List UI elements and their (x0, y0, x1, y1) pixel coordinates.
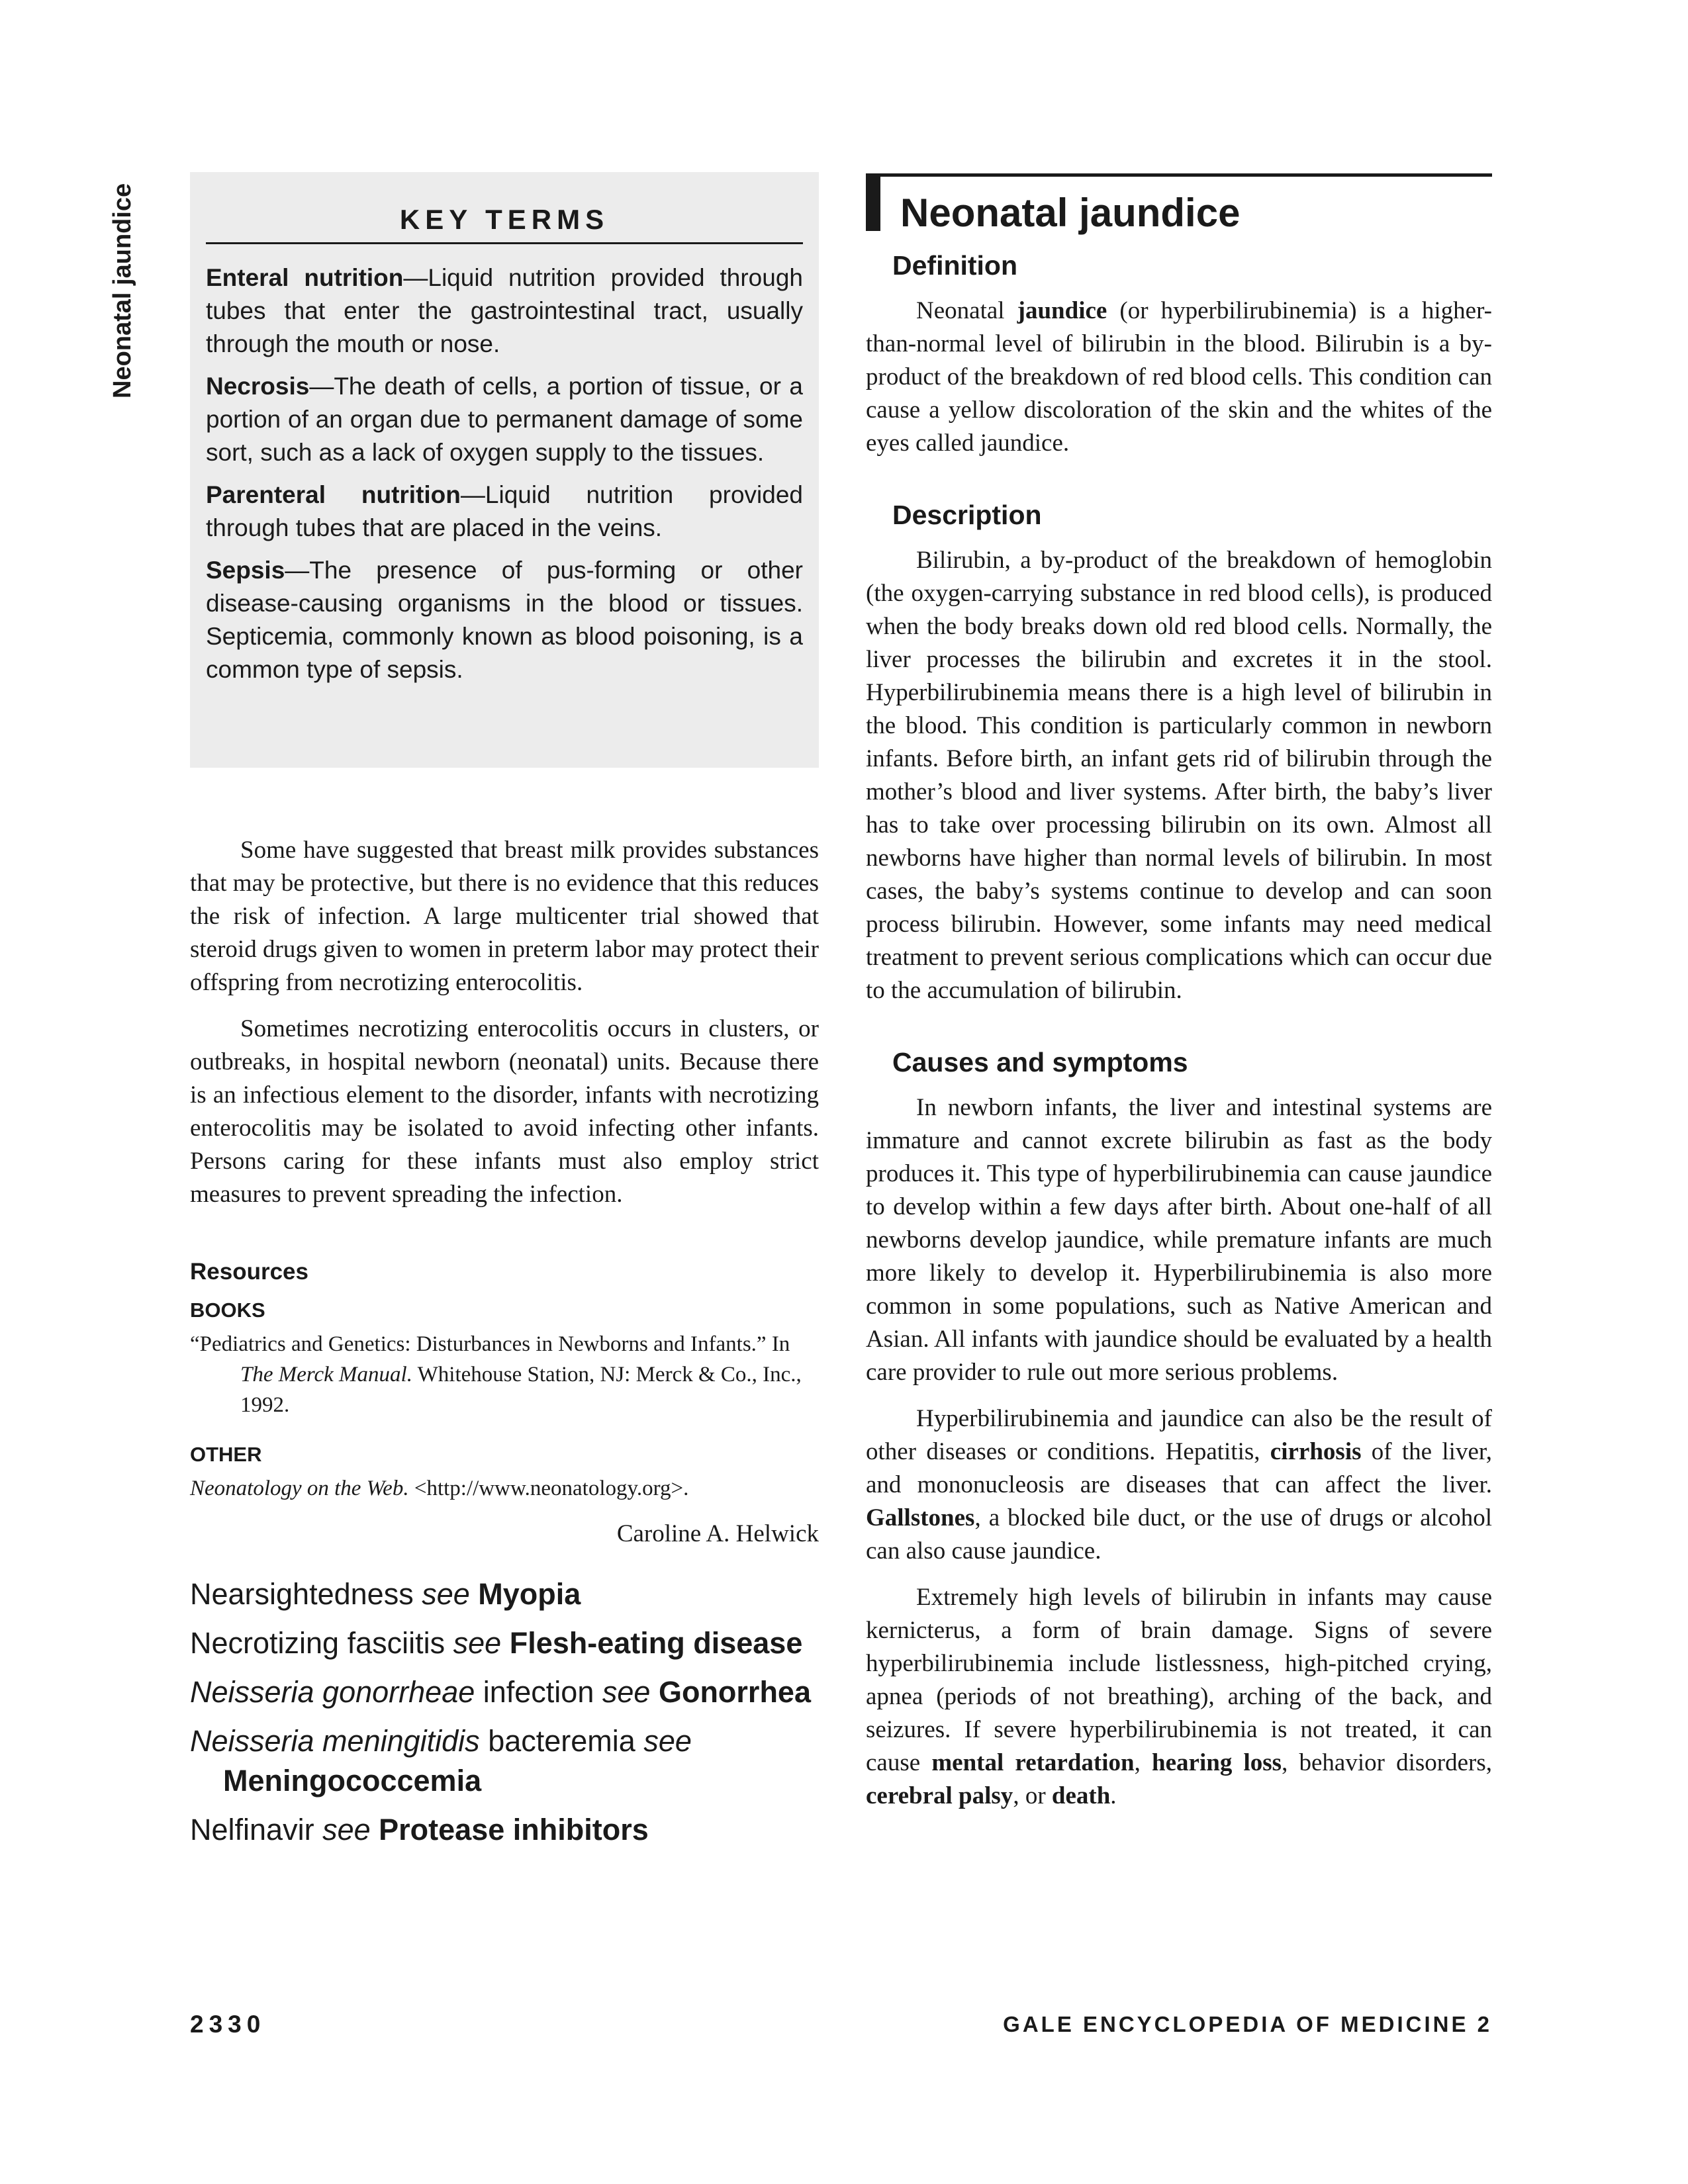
causes-paragraph-1: In newborn infants, the liver and intestinal systems are immature and cannot excrete bilirubin as fast as the body produces it. This type of hyperbilirubinemia can cause jaundice to develop within a few days after birth. About one-half of all newborns develop jaundice, while premature infants are much more likely to develop it. Hyperbilirubinemia is also more common in some populations, such as Native American and Asian. All infants with jaundice should be evaluated by a health care provider to rule out more serious problems. (866, 1094, 1492, 1386)
xref-target: Myopia (478, 1577, 581, 1611)
bold-term: jaundice (1017, 297, 1107, 324)
cross-ref-protease (190, 1810, 819, 1850)
left-paragraph-2: Sometimes necrotizing enterocolitis occurs in clusters, or outbreaks, in hospital newborn (neonatal) units. Because there is an infectious element to the disorder, infants with necrotizing enterocolitis may be isolated to avoid infecting other infants. Persons caring for these infants must also employ strict measures to prevent spreading the infection. (190, 1015, 819, 1208)
running-head (109, 173, 138, 398)
text: of the liver, and mononucleosis are diseases that can affect the liver. (866, 1438, 1492, 1498)
xref-see: see (643, 1724, 692, 1758)
right-column (866, 173, 1492, 1826)
xref-see: see (602, 1675, 651, 1709)
left-column (190, 172, 819, 1859)
term: Enteral nutrition (206, 264, 404, 291)
description-paragraph: Bilirubin, a by-product of the breakdown of hemoglobin (the oxygen-carrying substance in red blood cells), is produced when the body breaks down old red blood cells. Normally, the liver processes the bilirubin and excretes it in the stool. Hyperbilirubinemia means there is a high level of bilirubin in the blood. This condition is particularly common in newborn infants. Before birth, an infant gets rid of bilirubin through the mother’s blood and liver systems. After birth, the baby’s liver has to take over processing bilirubin on its own. Almost all newborns have higher than normal levels of bilirubin. In most cases, the baby’s systems continue to develop and can soon process bilirubin. However, some infants may need medical treatment to prevent serious complications which can occur due to the accumulation of bilirubin. (866, 547, 1492, 1004)
books-label: BOOKS (190, 1298, 265, 1322)
definition: —Liquid nutrition provided through tubes that are placed in the veins. (206, 481, 803, 541)
bold-term: hearing loss (1152, 1749, 1282, 1776)
xref-target: Meningococcemia (223, 1764, 482, 1797)
xref-term: Nelfinavir (190, 1813, 323, 1846)
bold-term: cirrhosis (1270, 1438, 1362, 1465)
term: Sepsis (206, 557, 285, 584)
key-terms-box (190, 172, 819, 768)
definition-paragraph (866, 295, 1492, 460)
cross-ref-myopia (190, 1574, 819, 1614)
causes-paragraph-3 (866, 1581, 1492, 1813)
definition-heading: Definition (892, 250, 1018, 281)
xref-term: bacteremia (479, 1724, 644, 1758)
bold-term: death (1051, 1782, 1111, 1809)
book-title: The Merck Manual. (240, 1363, 412, 1387)
book-ref-b: Whitehouse Station, NJ: Merck & Co., Inc., 1992. (240, 1363, 802, 1417)
definition: —The presence of pus-forming or other disease-causing organisms in the blood or tissues. Septicemia, commonly known as blood poisoning, is a common type of sepsis. (206, 557, 803, 683)
definition: —The death of cells, a portion of tissue, or a portion of an organ due to permanent damage of some sort, such as a lack of oxygen supply to the tissues. (206, 373, 803, 466)
cross-ref-meningococcemia (190, 1721, 819, 1801)
xref-see: see (322, 1813, 371, 1846)
xref-target: Flesh-eating disease (509, 1626, 803, 1660)
description-heading: Description (892, 500, 1042, 530)
text: Extremely high levels of bilirubin in infants may cause kernicterus, a form of brain damage. Signs of severe hyperbilirubinemia include listlessness, high-pitched crying, apnea (periods of not breathing), arching of the back, and seizures. If severe hyperbilirubinemia is not treated, it can cause (866, 1584, 1492, 1776)
book-ref-a: “Pediatrics and Genetics: Disturbances in Newborns and Infants.” In (190, 1332, 790, 1356)
bold-term: Gallstones (866, 1504, 975, 1531)
running-head-text: Neonatal jaundice (109, 183, 136, 398)
title-marker (866, 177, 880, 231)
xref-term: Nearsightedness (190, 1577, 422, 1611)
xref-term: Necrotizing fasciitis (190, 1626, 453, 1660)
cross-ref-gonorrhea (190, 1672, 819, 1712)
causes-paragraph-2 (866, 1402, 1492, 1568)
article-author: Caroline A. Helwick (616, 1520, 819, 1547)
xref-term-italic: Neisseria meningitidis (190, 1724, 480, 1758)
definition: —Liquid nutrition provided through tubes that enter the gastrointestinal tract, usually through the mouth or nose. (206, 264, 803, 357)
text: Neonatal (916, 297, 1017, 324)
bold-term: cerebral palsy (866, 1782, 1013, 1809)
key-terms-title: KEY TERMS (206, 204, 803, 244)
key-term-enteral (206, 261, 803, 361)
other-url: <http://www.neonatology.org>. (408, 1477, 689, 1500)
term: Parenteral nutrition (206, 481, 461, 508)
text: , a blocked bile duct, or the use of drugs or alcohol can also cause jaundice. (866, 1504, 1492, 1565)
causes-heading: Causes and symptoms (892, 1047, 1188, 1077)
key-term-parenteral (206, 478, 803, 545)
other-reference (190, 1473, 819, 1504)
article-title-bar (866, 173, 1492, 236)
term: Necrosis (206, 373, 310, 400)
xref-see: see (453, 1626, 502, 1660)
xref-see: see (422, 1577, 470, 1611)
left-paragraph-1: Some have suggested that breast milk provides substances that may be protective, but there is no evidence that this reduces the risk of infection. A large multicenter trial showed that steroid drugs given to women in preterm labor may protect their offspring from necrotizing enterocolitis. (190, 837, 819, 996)
other-label: OTHER (190, 1443, 262, 1466)
bold-term: mental retardation (931, 1749, 1135, 1776)
xref-term: infection (475, 1675, 602, 1709)
xref-target: Gonorrhea (658, 1675, 811, 1709)
footer-source: GALE ENCYCLOPEDIA OF MEDICINE 2 (1003, 2012, 1492, 2036)
text: Hyperbilirubinemia and jaundice can also be the result of other diseases or conditions. Hepatitis, (866, 1405, 1492, 1465)
xref-target: Protease inhibitors (379, 1813, 649, 1846)
text: , behavior disorders, (1282, 1749, 1493, 1776)
other-title: Neonatology on the Web. (190, 1477, 409, 1500)
text: , or (1013, 1782, 1052, 1809)
page-number: 2330 (190, 2011, 266, 2038)
article-title: Neonatal jaundice (900, 191, 1241, 235)
text: (or hyperbilirubinemia) is a higher-than-normal level of bilirubin in the blood. Bilirubin is a by-product of the breakdown of red blood cells. This condition can cause a yellow discoloration of the skin and the whites of the eyes called jaundice. (866, 297, 1493, 457)
book-reference (190, 1329, 819, 1420)
resources-heading: Resources (190, 1259, 308, 1285)
cross-ref-flesh-eating (190, 1623, 819, 1663)
key-term-sepsis (206, 554, 803, 686)
text: . (1110, 1782, 1117, 1809)
text: , (1134, 1749, 1152, 1776)
xref-term-italic: Neisseria gonorrheae (190, 1675, 475, 1709)
key-term-necrosis (206, 370, 803, 469)
